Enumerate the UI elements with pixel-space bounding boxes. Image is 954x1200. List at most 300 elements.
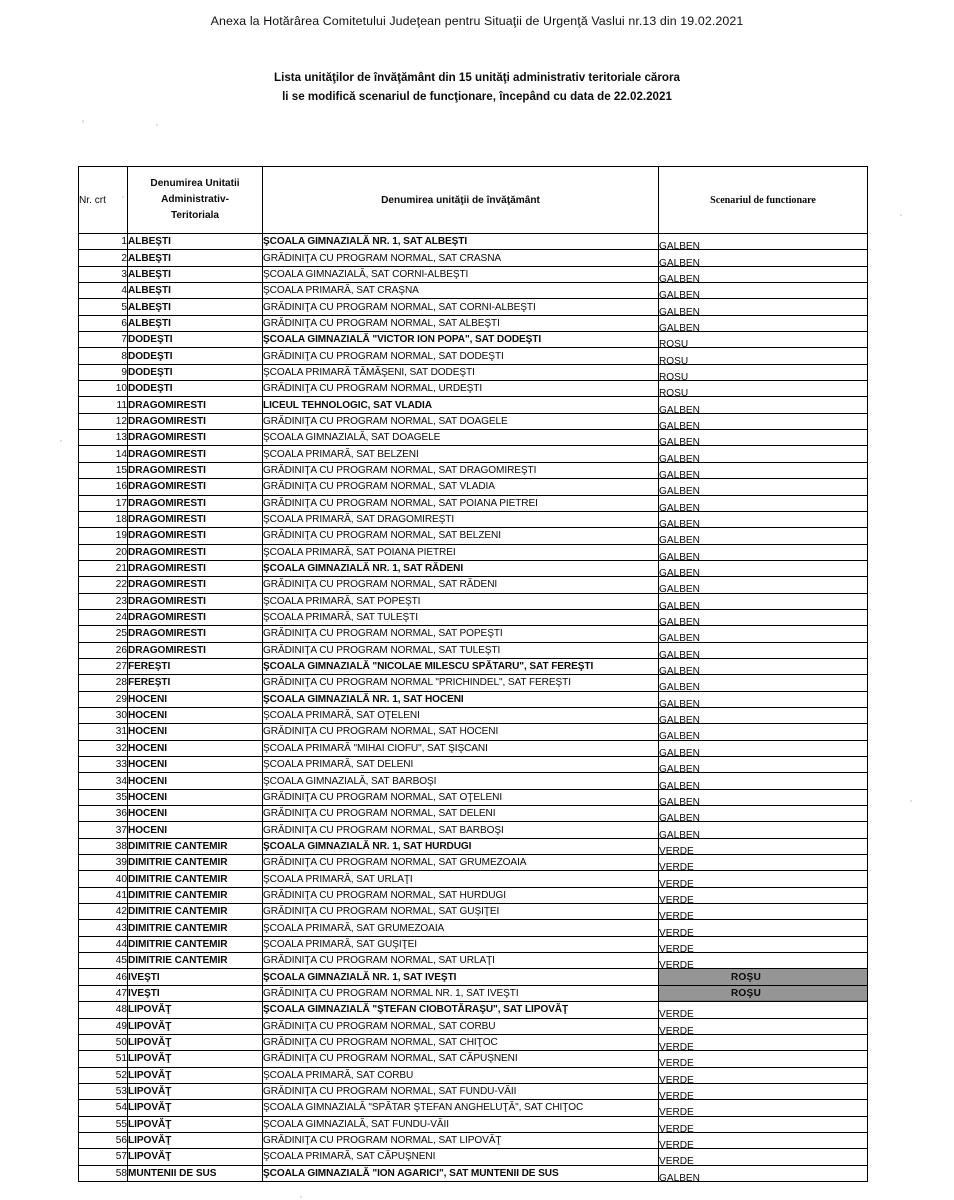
cell-uat: DIMITRIE CANTEMIR bbox=[128, 838, 263, 854]
scenario-label: ROŞU bbox=[730, 987, 762, 999]
table-row bbox=[79, 283, 868, 299]
cell-uat: DRAGOMIRESTI bbox=[128, 593, 263, 609]
cell-unit-name: ŞCOALA PRIMARĂ "MIHAI CIOFU", SAT ŞIŞCANI bbox=[263, 740, 659, 756]
scenario-label: GALBEN bbox=[659, 764, 700, 773]
table-row bbox=[79, 364, 868, 380]
cell-nr-crt: 33 bbox=[79, 757, 128, 773]
scenario-label: GALBEN bbox=[659, 829, 700, 839]
cell-nr-crt: 24 bbox=[79, 609, 128, 625]
cell-unit-name: GRĂDINIŢA CU PROGRAM NORMAL, SAT HURDUGI bbox=[263, 887, 659, 903]
cell-nr-crt: 40 bbox=[79, 871, 128, 887]
cell-uat: FEREŞTI bbox=[128, 675, 263, 691]
table-row bbox=[79, 348, 868, 364]
scenario-label: ROSU bbox=[659, 371, 689, 381]
table-row bbox=[79, 936, 868, 952]
cell-nr-crt: 22 bbox=[79, 577, 128, 593]
scenario-label: GALBEN bbox=[659, 731, 700, 741]
cell-nr-crt: 48 bbox=[79, 1002, 128, 1018]
cell-scenario bbox=[659, 446, 868, 462]
cell-nr-crt: 46 bbox=[79, 969, 128, 985]
cell-unit-name: ŞCOALA PRIMARĂ, SAT CRAŞNA bbox=[263, 283, 659, 299]
cell-unit-name: ŞCOALA PRIMARĂ, SAT DELENI bbox=[263, 757, 659, 773]
table-row bbox=[79, 593, 868, 609]
schools-table-container bbox=[78, 166, 867, 1182]
schools-table bbox=[78, 166, 868, 1182]
table-row bbox=[79, 1100, 868, 1116]
cell-nr-crt: 8 bbox=[79, 348, 128, 364]
cell-nr-crt: 17 bbox=[79, 495, 128, 511]
cell-nr-crt: 45 bbox=[79, 953, 128, 969]
cell-scenario bbox=[659, 1067, 868, 1083]
cell-unit-name: GRĂDINIŢA CU PROGRAM NORMAL, SAT FUNDU-VĂII bbox=[263, 1083, 659, 1099]
table-row bbox=[79, 740, 868, 756]
cell-unit-name: GRĂDINIŢA CU PROGRAM NORMAL, SAT CORNI-ALBEŞTI bbox=[263, 299, 659, 315]
subtitle-line-1: Lista unităţilor de învăţământ din 15 unităţi administrativ teritoriale cărora bbox=[274, 71, 680, 84]
uat-header-line-2: Administrativ- bbox=[161, 194, 229, 205]
cell-nr-crt: 51 bbox=[79, 1051, 128, 1067]
cell-uat: LIPOVĂŢ bbox=[128, 1067, 263, 1083]
cell-uat: DRAGOMIRESTI bbox=[128, 430, 263, 446]
cell-unit-name: ŞCOALA PRIMARĂ, SAT URLAŢI bbox=[263, 871, 659, 887]
cell-scenario bbox=[659, 626, 868, 642]
cell-scenario bbox=[659, 332, 868, 348]
scenario-label: GALBEN bbox=[659, 780, 700, 790]
scenario-label: ROSU bbox=[659, 355, 689, 365]
cell-uat: LIPOVĂŢ bbox=[128, 1002, 263, 1018]
cell-scenario bbox=[659, 642, 868, 658]
cell-uat: HOCENI bbox=[128, 740, 263, 756]
cell-unit-name: ŞCOALA GIMNAZIALĂ NR. 1, SAT IVEŞTI bbox=[263, 969, 659, 985]
cell-scenario bbox=[659, 789, 868, 805]
table-row bbox=[79, 609, 868, 625]
column-header-uat bbox=[128, 167, 263, 234]
cell-uat: LIPOVĂŢ bbox=[128, 1100, 263, 1116]
cell-nr-crt: 9 bbox=[79, 364, 128, 380]
scenario-label: GALBEN bbox=[659, 486, 700, 495]
cell-nr-crt: 41 bbox=[79, 887, 128, 903]
cell-uat: DIMITRIE CANTEMIR bbox=[128, 920, 263, 936]
cell-scenario-highlighted bbox=[659, 969, 868, 985]
table-row bbox=[79, 707, 868, 723]
scenario-label: GALBEN bbox=[659, 649, 700, 659]
scenario-label: ROSU bbox=[659, 388, 689, 397]
table-row bbox=[79, 1034, 868, 1050]
cell-unit-name: GRĂDINIŢA CU PROGRAM NORMAL, SAT ALBEŞTI bbox=[263, 315, 659, 331]
cell-uat: FEREŞTI bbox=[128, 658, 263, 674]
cell-unit-name: ŞCOALA PRIMARĂ, SAT POIANA PIETREI bbox=[263, 544, 659, 560]
cell-uat: DRAGOMIRESTI bbox=[128, 609, 263, 625]
table-row bbox=[79, 413, 868, 429]
cell-scenario bbox=[659, 855, 868, 871]
cell-scenario bbox=[659, 462, 868, 478]
cell-unit-name: ŞCOALA PRIMARĂ, SAT DRAGOMIREŞTI bbox=[263, 511, 659, 527]
cell-uat: DRAGOMIRESTI bbox=[128, 413, 263, 429]
cell-uat: DRAGOMIRESTI bbox=[128, 560, 263, 576]
cell-unit-name: ŞCOALA GIMNAZIALĂ "SPĂTAR ŞTEFAN ANGHELUŢĂ", SAT CHIŢOC bbox=[263, 1100, 659, 1116]
cell-scenario bbox=[659, 528, 868, 544]
scenario-label: GALBEN bbox=[659, 747, 700, 757]
scenario-label: GALBEN bbox=[659, 535, 700, 545]
scan-speck bbox=[910, 800, 912, 802]
cell-uat: LIPOVĂŢ bbox=[128, 1034, 263, 1050]
cell-unit-name: GRĂDINIŢA CU PROGRAM NORMAL, SAT BELZENI bbox=[263, 528, 659, 544]
cell-unit-name: GRĂDINIŢA CU PROGRAM NORMAL, URDEŞTI bbox=[263, 381, 659, 397]
scenario-label: GALBEN bbox=[659, 551, 700, 561]
cell-uat: DRAGOMIRESTI bbox=[128, 446, 263, 462]
cell-scenario bbox=[659, 593, 868, 609]
document-header-line: Anexa la Hotărârea Comitetului Judeţean pentru Situaţii de Urgenţă Vaslui nr.13 din 19.02.2021 bbox=[210, 14, 744, 28]
table-body bbox=[79, 234, 868, 1182]
cell-scenario bbox=[659, 707, 868, 723]
cell-unit-name: GRĂDINIŢA CU PROGRAM NORMAL, SAT DELENI bbox=[263, 806, 659, 822]
cell-scenario bbox=[659, 544, 868, 560]
scenario-label: VERDE bbox=[659, 1140, 694, 1149]
cell-scenario bbox=[659, 511, 868, 527]
cell-unit-name: ŞCOALA PRIMARĂ, SAT CĂPUŞNENI bbox=[263, 1149, 659, 1165]
cell-nr-crt: 39 bbox=[79, 855, 128, 871]
cell-uat: HOCENI bbox=[128, 806, 263, 822]
cell-nr-crt: 18 bbox=[79, 511, 128, 527]
cell-nr-crt: 11 bbox=[79, 397, 128, 413]
cell-uat: DIMITRIE CANTEMIR bbox=[128, 904, 263, 920]
table-row bbox=[79, 871, 868, 887]
cell-scenario bbox=[659, 871, 868, 887]
scenario-label: GALBEN bbox=[659, 796, 700, 806]
cell-scenario bbox=[659, 1034, 868, 1050]
cell-unit-name: GRĂDINIŢA CU PROGRAM NORMAL, SAT DODEŞTI bbox=[263, 348, 659, 364]
cell-unit-name: ŞCOALA GIMNAZIALĂ NR. 1, SAT ALBEŞTI bbox=[263, 234, 659, 250]
table-row bbox=[79, 315, 868, 331]
cell-uat: DRAGOMIRESTI bbox=[128, 397, 263, 413]
scenario-label: GALBEN bbox=[659, 322, 700, 332]
scenario-label: GALBEN bbox=[659, 241, 700, 250]
cell-unit-name: ŞCOALA PRIMARĂ, SAT GUŞIŢEI bbox=[263, 936, 659, 952]
cell-nr-crt: 37 bbox=[79, 822, 128, 838]
table-row bbox=[79, 822, 868, 838]
cell-uat: IVEŞTI bbox=[128, 985, 263, 1001]
cell-scenario bbox=[659, 315, 868, 331]
cell-uat: MUNTENII DE SUS bbox=[128, 1165, 263, 1181]
table-row bbox=[79, 642, 868, 658]
cell-nr-crt: 29 bbox=[79, 691, 128, 707]
scenario-label: GALBEN bbox=[659, 617, 700, 626]
table-row bbox=[79, 806, 868, 822]
cell-uat: HOCENI bbox=[128, 789, 263, 805]
cell-nr-crt: 50 bbox=[79, 1034, 128, 1050]
cell-unit-name: GRĂDINIŢA CU PROGRAM NORMAL, SAT HOCENI bbox=[263, 724, 659, 740]
scenario-label: GALBEN bbox=[659, 306, 700, 316]
cell-unit-name: GRĂDINIŢA CU PROGRAM NORMAL, SAT CRASNA bbox=[263, 250, 659, 266]
table-row bbox=[79, 626, 868, 642]
cell-scenario bbox=[659, 299, 868, 315]
table-row bbox=[79, 920, 868, 936]
table-row bbox=[79, 560, 868, 576]
scenario-label: GALBEN bbox=[659, 1172, 700, 1182]
cell-unit-name: ŞCOALA GIMNAZIALĂ, SAT BARBOŞI bbox=[263, 773, 659, 789]
scenario-label: VERDE bbox=[659, 894, 694, 904]
scenario-label: GALBEN bbox=[659, 257, 700, 267]
cell-nr-crt: 5 bbox=[79, 299, 128, 315]
column-header-nr-crt: Nr. crt bbox=[79, 167, 128, 234]
cell-nr-crt: 25 bbox=[79, 626, 128, 642]
cell-uat: DRAGOMIRESTI bbox=[128, 544, 263, 560]
cell-uat: DRAGOMIRESTI bbox=[128, 511, 263, 527]
table-row bbox=[79, 528, 868, 544]
cell-scenario bbox=[659, 1083, 868, 1099]
table-row bbox=[79, 1067, 868, 1083]
cell-unit-name: ŞCOALA GIMNAZIALĂ "NICOLAE MILESCU SPĂTARU", SAT FEREŞTI bbox=[263, 658, 659, 674]
scenario-label: GALBEN bbox=[659, 813, 700, 822]
cell-scenario bbox=[659, 1149, 868, 1165]
cell-unit-name: GRĂDINIŢA CU PROGRAM NORMAL, SAT CHIŢOC bbox=[263, 1034, 659, 1050]
cell-scenario bbox=[659, 887, 868, 903]
table-row bbox=[79, 544, 868, 560]
scenario-label: GALBEN bbox=[659, 600, 700, 610]
cell-scenario bbox=[659, 560, 868, 576]
table-row bbox=[79, 675, 868, 691]
cell-nr-crt: 16 bbox=[79, 479, 128, 495]
cell-scenario bbox=[659, 1132, 868, 1148]
table-row bbox=[79, 234, 868, 250]
cell-nr-crt: 10 bbox=[79, 381, 128, 397]
table-row bbox=[79, 250, 868, 266]
scenario-label: GALBEN bbox=[659, 404, 700, 414]
scenario-label: VERDE bbox=[659, 1025, 694, 1035]
cell-uat: DIMITRIE CANTEMIR bbox=[128, 936, 263, 952]
scenario-label: GALBEN bbox=[659, 568, 700, 577]
cell-scenario bbox=[659, 740, 868, 756]
scan-speck bbox=[156, 124, 158, 126]
table-row bbox=[79, 381, 868, 397]
scenario-label: GALBEN bbox=[659, 437, 700, 446]
uat-header-line-1: Denumirea Unitatii bbox=[150, 178, 240, 189]
cell-uat: DIMITRIE CANTEMIR bbox=[128, 887, 263, 903]
table-row bbox=[79, 724, 868, 740]
cell-unit-name: GRĂDINIŢA CU PROGRAM NORMAL, SAT DOAGELE bbox=[263, 413, 659, 429]
cell-scenario bbox=[659, 430, 868, 446]
scenario-label: GALBEN bbox=[659, 273, 700, 283]
scenario-label: ROSU bbox=[659, 339, 689, 348]
cell-uat: DRAGOMIRESTI bbox=[128, 528, 263, 544]
cell-nr-crt: 4 bbox=[79, 283, 128, 299]
cell-uat: DRAGOMIRESTI bbox=[128, 626, 263, 642]
table-row bbox=[79, 332, 868, 348]
cell-unit-name: ŞCOALA GIMNAZIALĂ NR. 1, SAT HOCENI bbox=[263, 691, 659, 707]
cell-unit-name: GRĂDINIŢA CU PROGRAM NORMAL, SAT DRAGOMIREŞTI bbox=[263, 462, 659, 478]
scan-speck bbox=[82, 120, 84, 123]
cell-nr-crt: 1 bbox=[79, 234, 128, 250]
cell-uat: DRAGOMIRESTI bbox=[128, 577, 263, 593]
cell-unit-name: GRĂDINIŢA CU PROGRAM NORMAL, SAT CĂPUŞNENI bbox=[263, 1051, 659, 1067]
table-row bbox=[79, 1116, 868, 1132]
table-row bbox=[79, 1083, 868, 1099]
cell-scenario bbox=[659, 348, 868, 364]
table-row bbox=[79, 1165, 868, 1181]
column-header-scenario: Scenariul de functionare bbox=[659, 167, 868, 234]
scenario-label: VERDE bbox=[659, 845, 694, 855]
scenario-label: VERDE bbox=[659, 943, 694, 953]
table-row bbox=[79, 479, 868, 495]
cell-scenario bbox=[659, 904, 868, 920]
cell-scenario bbox=[659, 234, 868, 250]
table-row bbox=[79, 511, 868, 527]
cell-nr-crt: 53 bbox=[79, 1083, 128, 1099]
cell-nr-crt: 30 bbox=[79, 707, 128, 723]
cell-unit-name: ŞCOALA PRIMARĂ TĂMĂŞENI, SAT DODEŞTI bbox=[263, 364, 659, 380]
cell-nr-crt: 42 bbox=[79, 904, 128, 920]
cell-scenario bbox=[659, 381, 868, 397]
cell-unit-name: ŞCOALA PRIMARĂ, SAT CORBU bbox=[263, 1067, 659, 1083]
table-header-row bbox=[79, 167, 868, 234]
cell-uat: HOCENI bbox=[128, 691, 263, 707]
table-row bbox=[79, 855, 868, 871]
cell-scenario bbox=[659, 658, 868, 674]
uat-header-line-3: Teritoriala bbox=[170, 210, 220, 221]
scenario-label: VERDE bbox=[659, 1091, 694, 1100]
scenario-label: VERDE bbox=[659, 1156, 694, 1166]
cell-scenario bbox=[659, 1002, 868, 1018]
cell-nr-crt: 26 bbox=[79, 642, 128, 658]
scenario-label: GALBEN bbox=[659, 290, 700, 299]
cell-nr-crt: 58 bbox=[79, 1165, 128, 1181]
scan-speck bbox=[60, 440, 62, 442]
cell-uat: DIMITRIE CANTEMIR bbox=[128, 953, 263, 969]
scenario-label: VERDE bbox=[659, 1107, 694, 1117]
cell-nr-crt: 28 bbox=[79, 675, 128, 691]
scenario-label: GALBEN bbox=[659, 715, 700, 724]
cell-nr-crt: 7 bbox=[79, 332, 128, 348]
scan-speck bbox=[900, 214, 902, 216]
cell-nr-crt: 56 bbox=[79, 1132, 128, 1148]
cell-uat: HOCENI bbox=[128, 773, 263, 789]
cell-unit-name: GRĂDINIŢA CU PROGRAM NORMAL, SAT VLADIA bbox=[263, 479, 659, 495]
scenario-label: VERDE bbox=[659, 878, 694, 888]
cell-nr-crt: 55 bbox=[79, 1116, 128, 1132]
cell-uat: DRAGOMIRESTI bbox=[128, 462, 263, 478]
table-row bbox=[79, 757, 868, 773]
cell-uat: HOCENI bbox=[128, 822, 263, 838]
table-row bbox=[79, 1018, 868, 1034]
cell-unit-name: GRĂDINIŢA CU PROGRAM NORMAL, SAT URLAŢI bbox=[263, 953, 659, 969]
cell-unit-name: ŞCOALA GIMNAZIALĂ "ŞTEFAN CIOBOTĂRAŞU", SAT LIPOVĂŢ bbox=[263, 1002, 659, 1018]
scenario-label: GALBEN bbox=[659, 633, 700, 643]
scenario-label: ROŞU bbox=[730, 971, 762, 983]
cell-uat: ALBEŞTI bbox=[128, 283, 263, 299]
cell-unit-name: ŞCOALA GIMNAZIALĂ NR. 1, SAT RĂDENI bbox=[263, 560, 659, 576]
table-row bbox=[79, 773, 868, 789]
cell-scenario bbox=[659, 364, 868, 380]
table-row bbox=[79, 1002, 868, 1018]
scenario-label: GALBEN bbox=[659, 469, 700, 479]
cell-scenario-highlighted bbox=[659, 985, 868, 1001]
cell-nr-crt: 6 bbox=[79, 315, 128, 331]
table-row bbox=[79, 789, 868, 805]
cell-scenario bbox=[659, 936, 868, 952]
cell-scenario bbox=[659, 920, 868, 936]
column-header-unit: Denumirea unităţii de învăţământ bbox=[263, 167, 659, 234]
scenario-label: VERDE bbox=[659, 911, 694, 920]
scenario-label: VERDE bbox=[659, 1009, 694, 1018]
cell-uat: LIPOVĂŢ bbox=[128, 1018, 263, 1034]
table-row bbox=[79, 1149, 868, 1165]
cell-unit-name: GRĂDINIŢA CU PROGRAM NORMAL "PRICHINDEL", SAT FEREŞTI bbox=[263, 675, 659, 691]
cell-uat: DODEŞTI bbox=[128, 332, 263, 348]
scenario-label: VERDE bbox=[659, 1123, 694, 1133]
scenario-label: GALBEN bbox=[659, 666, 700, 675]
cell-scenario bbox=[659, 577, 868, 593]
cell-nr-crt: 43 bbox=[79, 920, 128, 936]
table-row bbox=[79, 691, 868, 707]
cell-nr-crt: 27 bbox=[79, 658, 128, 674]
cell-uat: ALBEŞTI bbox=[128, 250, 263, 266]
scan-speck bbox=[300, 1196, 302, 1198]
cell-unit-name: GRĂDINIŢA CU PROGRAM NORMAL, SAT GRUMEZOAIA bbox=[263, 855, 659, 871]
cell-uat: ALBEŞTI bbox=[128, 299, 263, 315]
scenario-label: GALBEN bbox=[659, 453, 700, 463]
subtitle-line-2: li se modifică scenariul de funcţionare, începând cu data de 22.02.2021 bbox=[282, 90, 672, 103]
cell-scenario bbox=[659, 413, 868, 429]
cell-unit-name: ŞCOALA PRIMARĂ, SAT POPEŞTI bbox=[263, 593, 659, 609]
cell-unit-name: GRĂDINIŢA CU PROGRAM NORMAL, SAT RĂDENI bbox=[263, 577, 659, 593]
cell-uat: DODEŞTI bbox=[128, 364, 263, 380]
cell-scenario bbox=[659, 757, 868, 773]
table-row bbox=[79, 1051, 868, 1067]
table-row bbox=[79, 887, 868, 903]
table-row bbox=[79, 462, 868, 478]
cell-scenario bbox=[659, 495, 868, 511]
cell-uat: LIPOVĂŢ bbox=[128, 1132, 263, 1148]
scenario-label: VERDE bbox=[659, 1074, 694, 1084]
cell-unit-name: ŞCOALA GIMNAZIALĂ "ION AGARICI", SAT MUNTENII DE SUS bbox=[263, 1165, 659, 1181]
cell-unit-name: GRĂDINIŢA CU PROGRAM NORMAL, SAT BARBOŞI bbox=[263, 822, 659, 838]
cell-nr-crt: 57 bbox=[79, 1149, 128, 1165]
cell-nr-crt: 21 bbox=[79, 560, 128, 576]
cell-nr-crt: 36 bbox=[79, 806, 128, 822]
cell-scenario bbox=[659, 724, 868, 740]
cell-nr-crt: 35 bbox=[79, 789, 128, 805]
cell-nr-crt: 2 bbox=[79, 250, 128, 266]
cell-nr-crt: 38 bbox=[79, 838, 128, 854]
table-row bbox=[79, 266, 868, 282]
cell-nr-crt: 32 bbox=[79, 740, 128, 756]
cell-unit-name: ŞCOALA GIMNAZIALĂ, SAT DOAGELE bbox=[263, 430, 659, 446]
cell-scenario bbox=[659, 479, 868, 495]
table-row bbox=[79, 397, 868, 413]
cell-nr-crt: 19 bbox=[79, 528, 128, 544]
table-row bbox=[79, 430, 868, 446]
scenario-label: GALBEN bbox=[659, 584, 700, 594]
table-row bbox=[79, 299, 868, 315]
cell-unit-name: GRĂDINIŢA CU PROGRAM NORMAL, SAT POPEŞTI bbox=[263, 626, 659, 642]
cell-scenario bbox=[659, 609, 868, 625]
cell-nr-crt: 23 bbox=[79, 593, 128, 609]
table-row bbox=[79, 838, 868, 854]
scenario-label: GALBEN bbox=[659, 502, 700, 512]
scenario-label: VERDE bbox=[659, 927, 694, 937]
cell-unit-name: ŞCOALA GIMNAZIALĂ "VICTOR ION POPA", SAT DODEŞTI bbox=[263, 332, 659, 348]
table-header bbox=[79, 167, 868, 234]
cell-uat: HOCENI bbox=[128, 757, 263, 773]
scenario-label: GALBEN bbox=[659, 698, 700, 708]
cell-uat: LIPOVĂŢ bbox=[128, 1116, 263, 1132]
cell-unit-name: ŞCOALA PRIMARĂ, SAT BELZENI bbox=[263, 446, 659, 462]
cell-uat: LIPOVĂŢ bbox=[128, 1051, 263, 1067]
scenario-label: VERDE bbox=[659, 1042, 694, 1051]
cell-uat: DODEŞTI bbox=[128, 348, 263, 364]
cell-unit-name: ŞCOALA GIMNAZIALĂ NR. 1, SAT HURDUGI bbox=[263, 838, 659, 854]
cell-uat: ALBEŞTI bbox=[128, 234, 263, 250]
table-row bbox=[79, 658, 868, 674]
